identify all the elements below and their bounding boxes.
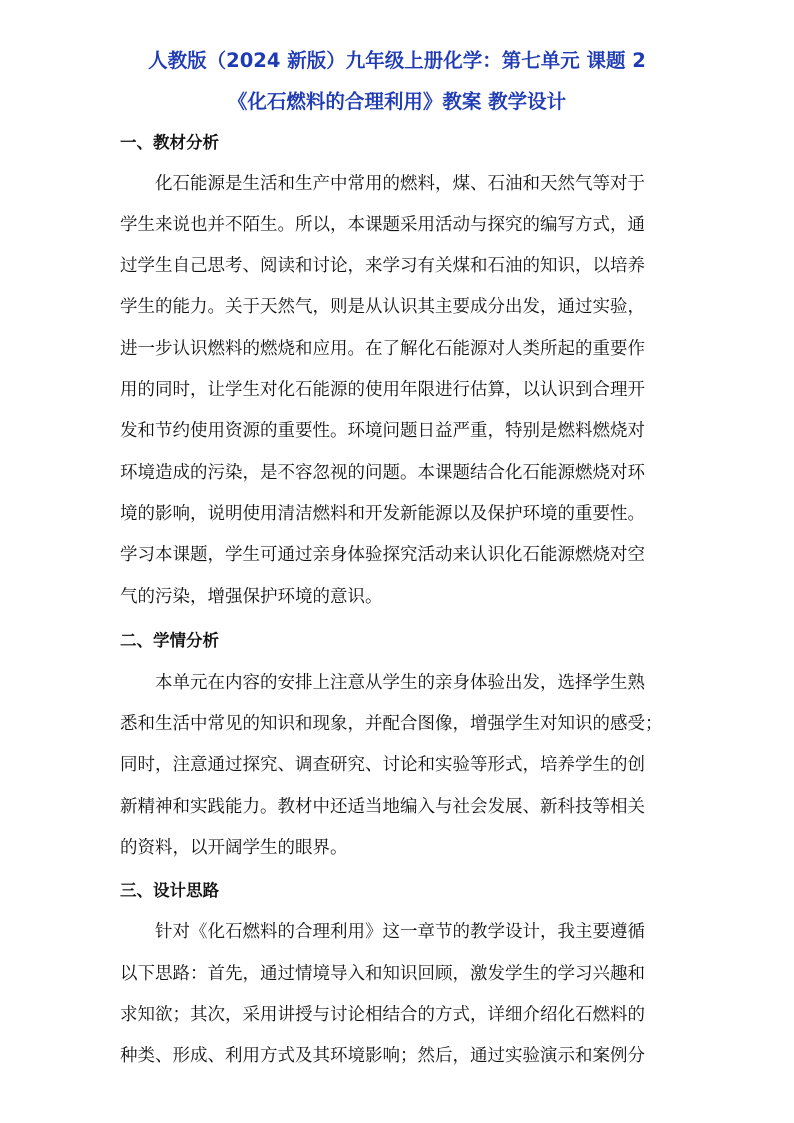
paragraph-line: 学生的能力。关于天然气，则是从认识其主要成分出发，通过实验， [120, 297, 645, 317]
section-heading-design-ideas: 三、设计思路 [120, 881, 219, 900]
paragraph-line: 境的影响，说明使用清洁燃料和开发新能源以及保护环境的重要性。 [120, 504, 645, 524]
paragraph-line: 化石能源是生活和生产中常用的燃料，煤、石油和天然气等对于 [155, 174, 645, 194]
paragraph-line: 学习本课题，学生可通过亲身体验探究活动来认识化石能源燃烧对空 [120, 545, 645, 565]
paragraph-line: 的资料，以开阔学生的眼界。 [120, 838, 348, 858]
paragraph-line: 本单元在内容的安排上注意从学生的亲身体验出发，选择学生熟 [155, 673, 645, 693]
paragraph-line: 悉和生活中常见的知识和现象，并配合图像，增强学生对知识的感受； [120, 714, 663, 734]
paragraph-line: 以下思路：首先，通过情境导入和知识回顾，激发学生的学习兴趣和 [120, 964, 645, 984]
paragraph-line: 进一步认识燃料的燃烧和应用。在了解化石能源对人类所起的重要作 [120, 339, 645, 359]
paragraph-line: 过学生自己思考、阅读和讨论，来学习有关煤和石油的知识，以培养 [120, 256, 645, 276]
document-title-line-1: 人教版（2024 新版）九年级上册化学：第七单元 课题 2 [148, 49, 646, 72]
paragraph-line: 用的同时，让学生对化石能源的使用年限进行估算，以认识到合理开 [120, 380, 645, 400]
paragraph-line: 新精神和实践能力。教材中还适当地编入与社会发展、新科技等相关 [120, 797, 645, 817]
section-heading-textbook-analysis: 一、教材分析 [120, 133, 219, 152]
paragraph-line: 种类、形成、利用方式及其环境影响；然后，通过实验演示和案例分 [120, 1046, 645, 1066]
document-title-line-2: 《化石燃料的合理利用》教案 教学设计 [227, 90, 567, 113]
paragraph-line: 学生来说也并不陌生。所以，本课题采用活动与探究的编写方式，通 [120, 215, 645, 235]
paragraph-line: 针对《化石燃料的合理利用》这一章节的教学设计，我主要遵循 [155, 922, 645, 942]
paragraph-line: 气的污染，增强保护环境的意识。 [120, 587, 383, 607]
paragraph-line: 同时，注意通过探究、调查研究、讨论和实验等形式，培养学生的创 [120, 755, 645, 775]
section-heading-learner-analysis: 二、学情分析 [120, 631, 219, 650]
paragraph-line: 求知欲；其次，采用讲授与讨论相结合的方式，详细介绍化石燃料的 [120, 1005, 645, 1025]
paragraph-line: 发和节约使用资源的重要性。环境问题日益严重，特别是燃料燃烧对 [120, 421, 645, 441]
paragraph-line: 环境造成的污染，是不容忽视的问题。本课题结合化石能源燃烧对环 [120, 463, 645, 483]
